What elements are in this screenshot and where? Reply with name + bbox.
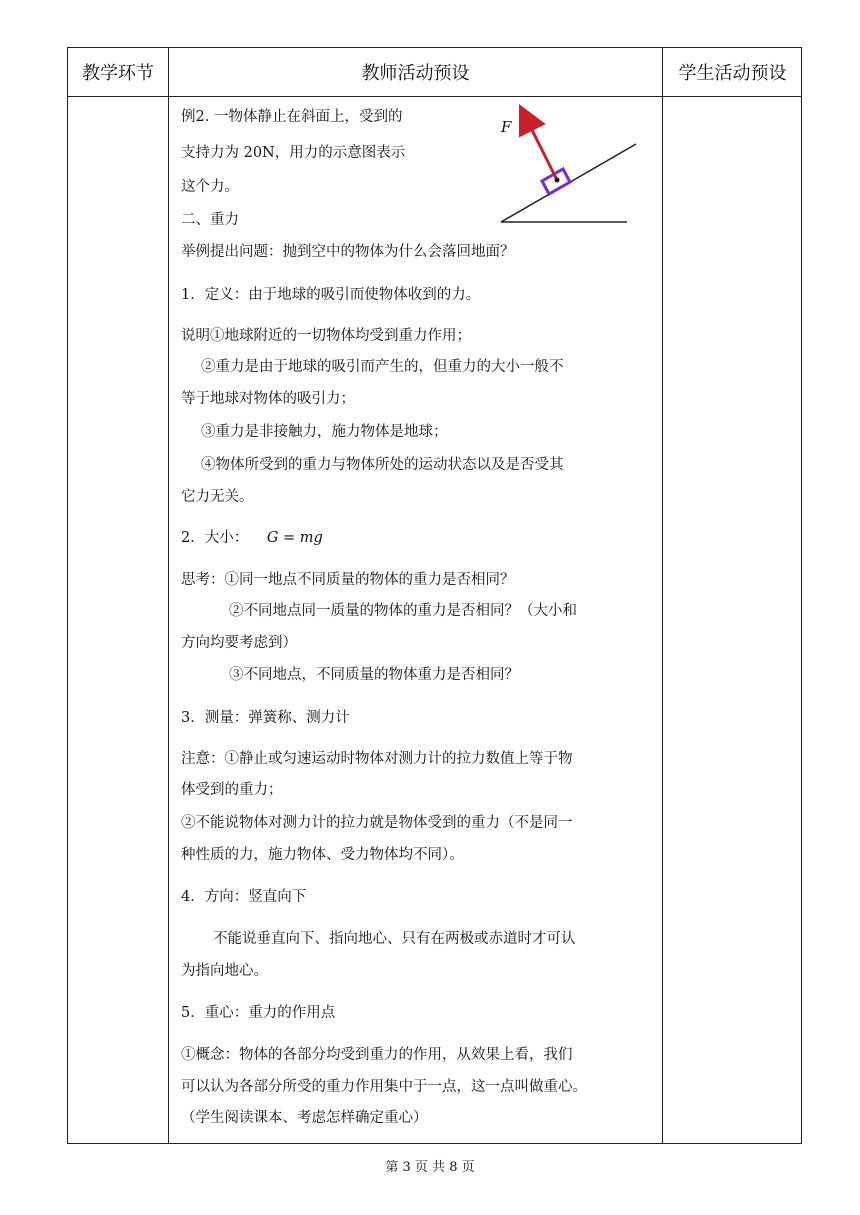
note-2b: 等于地球对物体的吸引力； [181, 391, 355, 407]
page-footer: 第 3 页 共 8 页 [385, 1160, 475, 1175]
example-line-3: 这个力。 [181, 179, 239, 195]
size-label: 2．大小： [181, 530, 249, 546]
note-3: ③重力是非接触力，施力物体是地球； [201, 424, 448, 440]
header-divider [68, 96, 801, 97]
note-1: 说明①地球附近的一切物体均受到重力作用； [181, 328, 471, 344]
note-4a: ④物体所受到的重力与物体所处的运动状态以及是否受其 [201, 457, 564, 473]
definition-text: 1．定义：由于地球的吸引而使物体收到的力。 [181, 287, 481, 303]
lesson-table [67, 47, 802, 1144]
attention-2b: 种性质的力，施力物体、受力物体均不同）。 [181, 847, 464, 863]
column-divider [662, 48, 663, 1143]
attention-1a: 注意：①静止或匀速运动时物体对测力计的拉力数值上等于物 [181, 751, 573, 767]
concept-c: （学生阅读课本、考虑怎样确定重心） [181, 1110, 428, 1126]
concept-a: ①概念：物体的各部分均受到重力的作用，从效果上看，我们 [181, 1047, 573, 1063]
center-of-gravity-text: 5．重心：重力的作用点 [181, 1005, 336, 1021]
application-point [555, 178, 560, 183]
example-line-1: 例2. 一物体静止在斜面上，受到的 [181, 109, 403, 125]
header-teaching-stage: 教学环节 [82, 63, 154, 84]
direction-note-b: 为指向地心。 [181, 963, 268, 979]
note-4b: 它力无关。 [181, 489, 254, 505]
column-divider [168, 48, 169, 1143]
header-student-activity: 学生活动预设 [678, 63, 787, 84]
section-heading-gravity: 二、重力 [181, 212, 239, 228]
direction-text: 4．方向：竖直向下 [181, 889, 307, 905]
force-arrow [523, 112, 557, 180]
think-2b: 方向均要考虑到） [181, 635, 297, 651]
gravity-formula: G = mg [266, 530, 323, 546]
header-teacher-activity: 教师活动预设 [361, 63, 470, 84]
force-label: F [501, 118, 512, 136]
measure-text: 3．测量：弹簧称、测力计 [181, 710, 350, 726]
attention-1b: 体受到的重力； [181, 782, 283, 798]
direction-note-a: 不能说垂直向下、指向地心、只有在两极或赤道时才可认 [213, 931, 576, 947]
question-text: 举例提出问题：抛到空中的物体为什么会落回地面？ [181, 244, 515, 260]
example-line-2: 支持力为 20N，用力的示意图表示 [181, 145, 406, 161]
think-1: 思考：①同一地点不同质量的物体的重力是否相同？ [181, 572, 515, 588]
concept-b: 可以认为各部分所受的重力作用集中于一点，这一点叫做重心。 [181, 1079, 587, 1095]
size-line [181, 526, 323, 547]
note-2a: ②重力是由于地球的吸引而产生的，但重力的大小一般不 [201, 359, 564, 375]
think-3: ③不同地点，不同质量的物体重力是否相同？ [229, 667, 519, 683]
attention-2a: ②不能说物体对测力计的拉力就是物体受到的重力（不是同一 [181, 815, 573, 831]
think-2a: ②不同地点同一质量的物体的重力是否相同？（大小和 [229, 603, 577, 619]
incline-force-diagram [493, 98, 643, 228]
